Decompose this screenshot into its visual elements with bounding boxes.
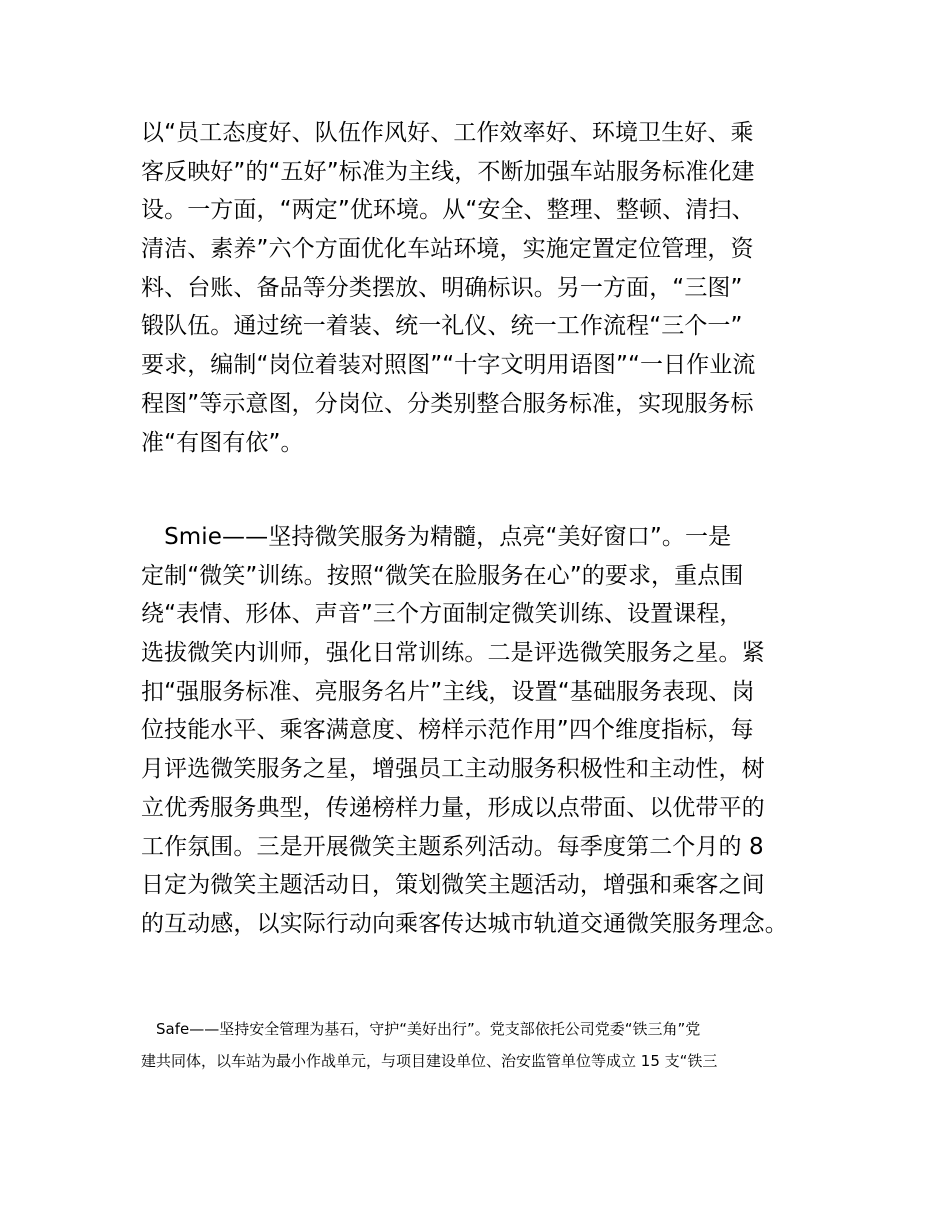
text-line: 月评选微笑服务之星，增强员工主动服务积极性和主动性，树 xyxy=(141,756,765,783)
text-line: 日定为微笑主题活动日，策划微笑主题活动，增强和乘客之间 xyxy=(141,872,765,899)
text-line: 料、台账、备品等分类摆放、明确标识。另一方面，“三图” xyxy=(141,274,743,301)
text-line: 绕“表情、形体、声音”三个方面制定微笑训练、设置课程， xyxy=(141,601,743,628)
text-line: 以“员工态度好、队伍作风好、工作效率好、环境卫生好、乘 xyxy=(141,120,754,146)
text-line: 建共同体，以车站为最小作战单元，与项目建设单位、治安监管单位等成立 15 支“铁三 xyxy=(141,1052,718,1070)
text-line: 立优秀服务典型，传递榜样力量，形成以点带面、以优带平的 xyxy=(141,794,765,821)
text-line: 设。一方面，“两定”优环境。从“安全、整理、整顿、清扫、 xyxy=(141,197,755,224)
text-line: 定制“微笑”训练。按照“微笑在脸服务在心”的要求，重点围 xyxy=(141,562,744,589)
paragraph-smile-service xyxy=(141,518,831,944)
text-line: 客反映好”的“五好”标准为主线，不断加强车站服务标准化建 xyxy=(141,158,755,185)
text-line: 的互动感，以实际行动向乘客传达城市轨道交通微笑服务理念。 xyxy=(141,910,788,937)
text-line: 位技能水平、乘客满意度、榜样示范作用”四个维度指标，每 xyxy=(141,717,754,744)
text-line: 程图”等示意图，分岗位、分类别整合服务标准，实现服务标 xyxy=(141,390,754,417)
text-line: Smie——坚持微笑服务为精髓，点亮“美好窗口”。一是 xyxy=(141,524,732,550)
text-line: 准“有图有依”。 xyxy=(141,429,304,456)
text-line: 要求，编制“岗位着装对照图”“十字文明用语图”“一日作业流 xyxy=(141,352,756,379)
text-line: Safe——坚持安全管理为基石，守护“美好出行”。党支部依托公司党委“铁三角”党 xyxy=(141,1020,701,1038)
text-line: 选拔微笑内训师，强化日常训练。二是评选微笑服务之星。紧 xyxy=(141,640,765,667)
text-line: 工作氛围。三是开展微笑主题系列活动。每季度第二个月的 8 xyxy=(141,833,764,860)
text-line: 清洁、素养”六个方面优化车站环境，实施定置定位管理，资 xyxy=(141,236,754,263)
paragraph-standardization xyxy=(141,114,831,462)
text-line: 锻队伍。通过统一着装、统一礼仪、统一工作流程“三个一” xyxy=(141,313,743,340)
paragraph-safety-management xyxy=(141,1013,831,1077)
text-line: 扣“强服务标准、亮服务名片”主线，设置“基础服务表现、岗 xyxy=(141,678,755,705)
